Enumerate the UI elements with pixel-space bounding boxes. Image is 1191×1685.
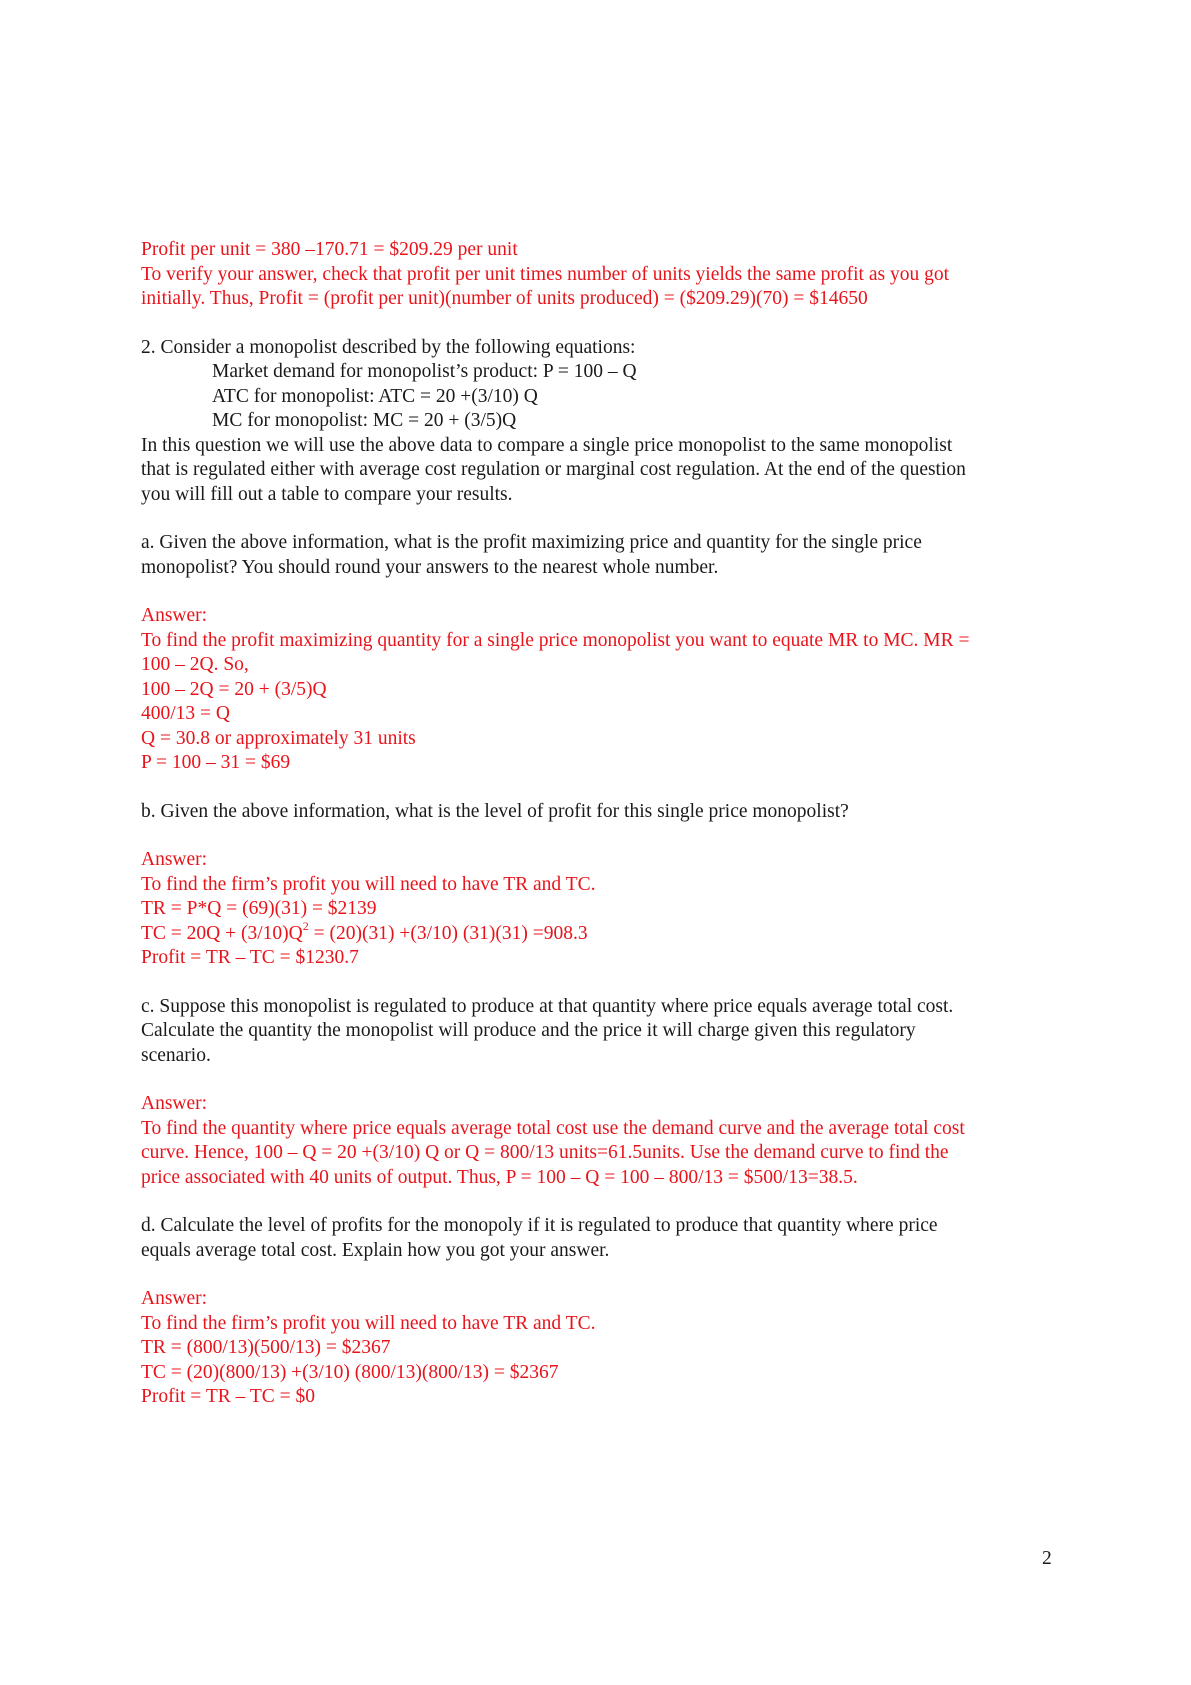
part-d-answer <box>141 1287 1061 1410</box>
part-d-answer-line-3: TC = (20)(800/13) +(3/10) (800/13)(800/13) = $2367 <box>141 1361 559 1383</box>
part-c-answer <box>141 1092 1061 1190</box>
part-d-answer-line-4: Profit = TR – TC = $0 <box>141 1386 316 1407</box>
page-number: 2 <box>1042 1548 1052 1569</box>
part-b-question-line-1: b. Given the above information, what is the level of profit for this single price monopolist? <box>141 800 849 822</box>
part-a-question <box>141 531 1061 580</box>
part-b-answer-line-4: Profit = TR – TC = $1230.7 <box>141 947 359 968</box>
part-a-answer-line-2: 100 – 2Q. So, <box>141 654 249 675</box>
part-d-question-line-2: equals average total cost. Explain how you got your answer. <box>141 1239 610 1261</box>
part-c-question-line-2: Calculate the quantity the monopolist will produce and the price it will charge given this regulatory <box>141 1020 916 1041</box>
question-2-desc-1: In this question we will use the above data to compare a single price monopolist to the same monopolist <box>141 434 953 456</box>
answer-label: Answer: <box>141 1093 208 1114</box>
part-c-answer-line-1: To find the quantity where price equals average total cost use the demand curve and the average total cost <box>141 1117 965 1139</box>
equation-mc: MC for monopolist: MC = 20 + (3/5)Q <box>212 410 517 431</box>
part-a-answer-line-1: To find the profit maximizing quantity for a single price monopolist you want to equate MR to MC. MR = <box>141 629 970 651</box>
question-2-desc-2: that is regulated either with average cost regulation or marginal cost regulation. At the end of the question <box>141 459 966 480</box>
part-c-question-line-1: c. Suppose this monopolist is regulated to produce at that quantity where price equals average total cost. <box>141 995 954 1017</box>
part-a-answer-line-6: P = 100 – 31 = $69 <box>141 752 291 773</box>
part-a-answer <box>141 604 1061 776</box>
part-c-question-line-3: scenario. <box>141 1044 211 1066</box>
part-d-question <box>141 1214 1061 1263</box>
squared-superscript: 2 <box>302 919 309 933</box>
question-2 <box>141 336 1061 508</box>
answer-label: Answer: <box>141 849 208 870</box>
answer-label: Answer: <box>141 605 208 626</box>
part-c-answer-line-3: price associated with 40 units of output. Thus, P = 100 – Q = 100 – 800/13 = $500/13=38.5. <box>141 1166 858 1188</box>
part-a-answer-line-5: Q = 30.8 or approximately 31 units <box>141 727 416 749</box>
tc-formula-suffix: = (20)(31) +(3/10) (31)(31) =908.3 <box>308 922 588 944</box>
equation-demand: Market demand for monopolist’s product: P = 100 – Q <box>212 361 637 382</box>
part-b-answer-line-1: To find the firm’s profit you will need to have TR and TC. <box>141 873 596 895</box>
equation-atc: ATC for monopolist: ATC = 20 +(3/10) Q <box>212 385 538 407</box>
verify-line-1: To verify your answer, check that profit per unit times number of units yields the same profit as you got <box>141 263 949 285</box>
part-c-question <box>141 995 1061 1069</box>
part-a-answer-line-4: 400/13 = Q <box>141 703 230 724</box>
question-2-intro: 2. Consider a monopolist described by the following equations: <box>141 336 636 358</box>
part-d-answer-line-1: To find the firm’s profit you will need to have TR and TC. <box>141 1312 596 1334</box>
intro-block <box>141 238 1061 312</box>
part-b-answer-line-3 <box>141 919 1061 947</box>
part-a-answer-line-3: 100 – 2Q = 20 + (3/5)Q <box>141 678 327 700</box>
part-a-question-line-2: monopolist? You should round your answers to the nearest whole number. <box>141 556 719 578</box>
question-2-desc-3: you will fill out a table to compare your results. <box>141 483 513 505</box>
answer-label: Answer: <box>141 1288 208 1309</box>
part-c-answer-line-2: curve. Hence, 100 – Q = 20 +(3/10) Q or Q = 800/13 units=61.5units. Use the demand curve to find the <box>141 1142 949 1163</box>
profit-per-unit-line: Profit per unit = 380 –170.71 = $209.29 per unit <box>141 239 518 260</box>
part-a-question-line-1: a. Given the above information, what is the profit maximizing price and quantity for the single price <box>141 532 922 553</box>
tc-formula-prefix: TC = 20Q + (3/10)Q <box>141 922 303 944</box>
part-b-answer <box>141 848 1061 971</box>
part-b-question <box>141 800 1061 825</box>
verify-line-2: initially. Thus, Profit = (profit per unit)(number of units produced) = ($209.29)(70) = $14650 <box>141 288 868 309</box>
part-b-answer-line-2: TR = P*Q = (69)(31) = $2139 <box>141 898 377 919</box>
part-d-answer-line-2: TR = (800/13)(500/13) = $2367 <box>141 1337 391 1358</box>
document-body <box>141 238 1061 1410</box>
part-d-question-line-1: d. Calculate the level of profits for the monopoly if it is regulated to produce that quantity where price <box>141 1215 938 1236</box>
